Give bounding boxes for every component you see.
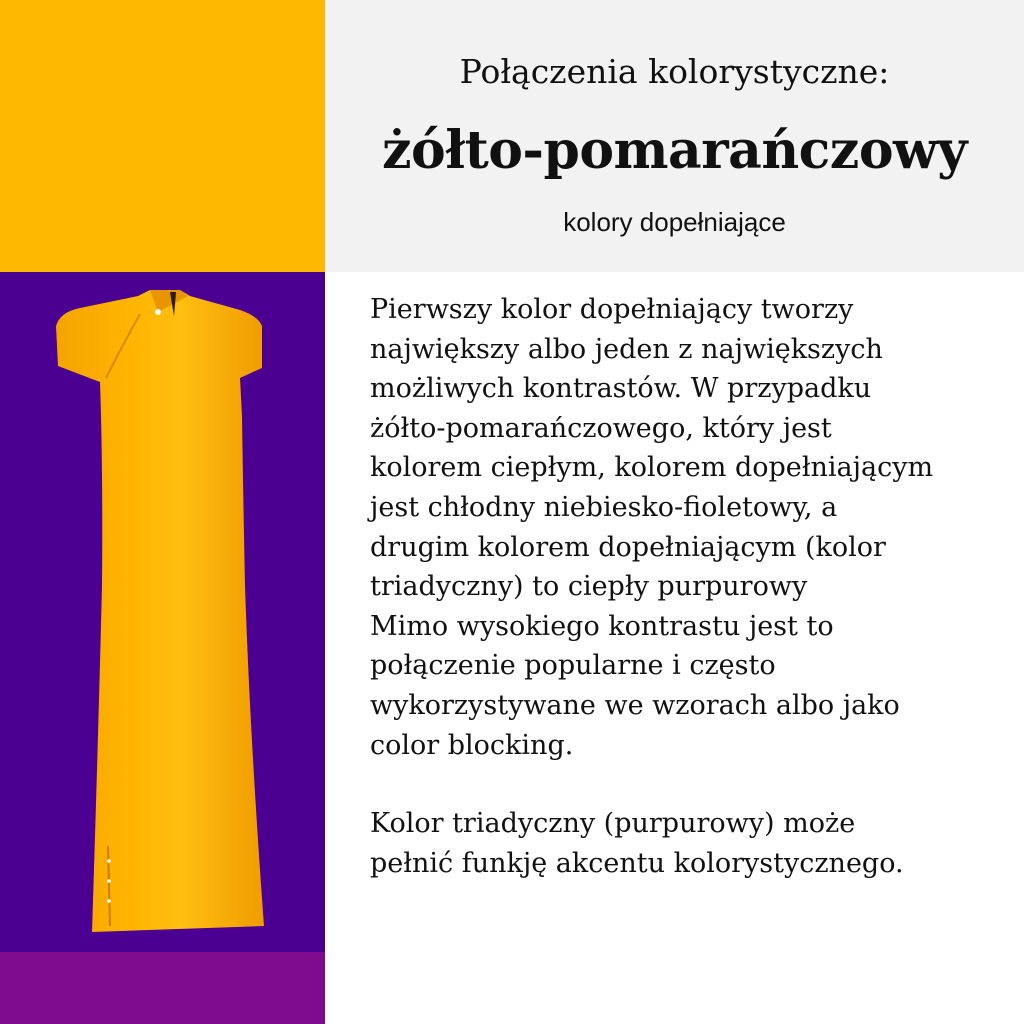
body-line: jest chłodny niebiesko-fioletowy, a <box>370 491 838 523</box>
body-line: drugim kolorem dopełniającym (kolor <box>370 531 886 563</box>
subtitle: kolory dopełniające <box>563 207 786 237</box>
body-line: możliwych kontrastów. W przypadku <box>370 373 872 405</box>
page-title: żółto-pomarańczowy <box>381 120 967 181</box>
description-text <box>370 290 1010 883</box>
header-panel <box>325 0 1024 272</box>
kicker-text: Połączenia kolorystyczne: <box>459 52 890 91</box>
body-line: kolorem ciepłym, kolorem dopełniającym <box>370 452 934 484</box>
body-line: Kolor triadyczny (purpurowy) może <box>370 808 856 840</box>
body-line: color blocking. <box>370 729 574 761</box>
body-line: połączenie popularne i często <box>370 650 776 682</box>
body-line: Mimo wysokiego kontrastu jest to <box>370 610 834 642</box>
body-line: triadyczny) to ciepły purpurowy <box>370 571 808 603</box>
swatch-purple <box>0 952 325 1024</box>
dress-image <box>40 286 290 936</box>
body-line: pełnić funkję akcentu kolorystycznego. <box>370 847 904 879</box>
body-line: żółto-pomarańczowego, który jest <box>370 412 832 444</box>
swatch-yellow-orange <box>0 0 325 272</box>
body-line: Pierwszy kolor dopełniający tworzy <box>370 294 854 325</box>
body-line: wykorzystywane we wzorach albo jako <box>370 689 900 721</box>
body-line: największy albo jeden z największych <box>370 333 883 365</box>
